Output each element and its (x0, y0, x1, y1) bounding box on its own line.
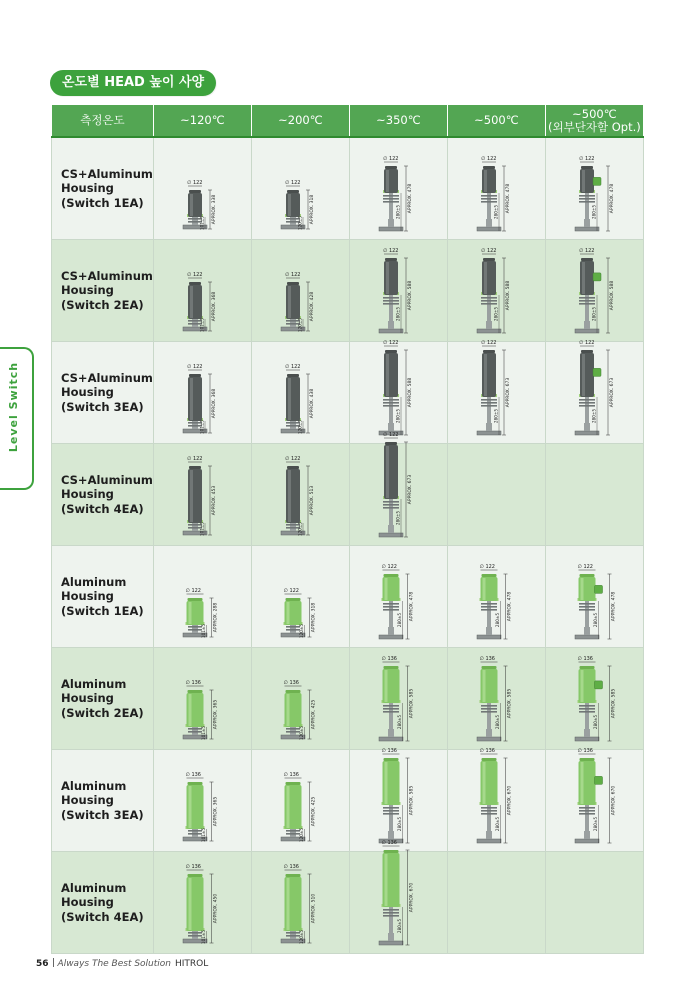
height-label: APPROX. 428 (310, 291, 316, 321)
height-label: APPROX. 478 (408, 183, 414, 213)
lower-height-label: 120±5 (297, 419, 303, 434)
spec-cell (545, 852, 643, 954)
table-row (52, 648, 644, 750)
row-label (52, 852, 154, 954)
row-label-line: Housing (61, 589, 114, 604)
switch-head-drawing (451, 339, 541, 441)
diameter-label: ∅ 136 (283, 863, 300, 870)
lower-height-label: 280±5 (493, 306, 499, 321)
header-temp-500-opt-text: ~500℃ (외부단자함 Opt.) (548, 107, 641, 134)
height-label: APPROX. 478 (610, 183, 616, 213)
spec-cell (447, 137, 545, 240)
diameter-label: ∅ 122 (285, 363, 301, 370)
diameter-label: ∅ 122 (579, 339, 595, 346)
switch-head-drawing (451, 141, 541, 237)
lower-height-label: 280±5 (591, 204, 597, 219)
spec-cell (349, 747, 447, 852)
spec-cell (545, 648, 643, 750)
height-label: APPROX. 478 (507, 591, 513, 621)
switch-head-drawing (549, 243, 639, 339)
row-label (52, 750, 154, 852)
spec-cell (153, 648, 251, 750)
switch-head-drawing (353, 651, 443, 747)
switch-head-drawing (353, 141, 443, 237)
row-label-line: (Switch 3EA) (61, 807, 144, 822)
switch-head-drawing (353, 549, 443, 645)
side-tab-label: Level Switch (7, 361, 20, 453)
row-label-line: Aluminum (61, 778, 127, 793)
height-label: APPROX. 478 (611, 591, 617, 621)
lower-height-label: 101±5 (201, 725, 207, 740)
lower-height-label: 101±5 (201, 929, 207, 944)
row-label-line: Aluminum (61, 574, 127, 589)
diameter-label: ∅ 136 (185, 863, 202, 870)
lower-height-label: 280±5 (395, 510, 401, 525)
switch-head-drawing (549, 339, 639, 441)
diameter-label: ∅ 122 (187, 271, 203, 278)
row-label-line: CS+Aluminum (61, 370, 153, 385)
lower-height-label: 280±5 (395, 408, 401, 423)
row-label-line: (Switch 1EA) (61, 195, 144, 210)
row-label-line: (Switch 4EA) (61, 909, 144, 924)
lower-height-label: 101±5 (199, 521, 205, 536)
lower-height-label: 280±5 (493, 408, 499, 423)
spec-cell (447, 546, 545, 648)
diameter-label: ∅ 136 (479, 747, 496, 754)
diameter-label: ∅ 136 (381, 655, 398, 662)
spec-cell (349, 648, 447, 750)
height-label: APPROX. 585 (611, 688, 617, 718)
diameter-label: ∅ 122 (577, 563, 594, 570)
height-label: APPROX. 670 (507, 785, 513, 815)
spec-cell (153, 444, 251, 546)
switch-head-drawing (451, 651, 541, 747)
row-label (52, 342, 154, 444)
height-label: APPROX. 318 (310, 194, 316, 224)
height-label: APPROX. 673 (610, 377, 616, 407)
row-label (52, 137, 154, 240)
height-label: APPROX. 588 (610, 280, 616, 310)
diameter-label: ∅ 122 (383, 247, 399, 254)
switch-head-drawing (255, 243, 345, 339)
diameter-label: ∅ 122 (383, 155, 399, 162)
switch-head-drawing (157, 549, 247, 645)
diameter-label: ∅ 136 (185, 679, 202, 686)
row-label-line: Housing (61, 181, 114, 196)
spec-cell (545, 747, 643, 852)
row-label-line: Housing (61, 487, 114, 502)
diameter-label: ∅ 122 (285, 455, 301, 462)
switch-head-drawing (451, 243, 541, 339)
footer-brand: HITROL (175, 959, 209, 969)
spec-cell (251, 750, 349, 852)
switch-head-drawing (157, 345, 247, 441)
switch-head-drawing (157, 447, 247, 543)
spec-cell (545, 240, 643, 342)
height-label: APPROX. 588 (506, 280, 512, 310)
row-label (52, 546, 154, 648)
switch-head-drawing (157, 243, 247, 339)
row-label-line: CS+Aluminum (61, 472, 153, 487)
height-label: APPROX. 425 (311, 796, 317, 826)
spec-cell (545, 339, 643, 444)
diameter-label: ∅ 122 (481, 339, 497, 346)
row-label-line: (Switch 3EA) (61, 399, 144, 414)
height-label: APPROX. 318 (311, 602, 317, 632)
table-row (52, 137, 644, 240)
height-label: APPROX. 365 (213, 796, 219, 826)
diameter-label: ∅ 122 (481, 247, 497, 254)
diameter-label: ∅ 122 (381, 563, 398, 570)
table-row (52, 546, 644, 648)
lower-height-label: 101±5 (199, 419, 205, 434)
table-header-row (52, 105, 644, 138)
page-footer (36, 958, 208, 969)
lower-height-label: 101±5 (199, 215, 205, 230)
footer-divider (53, 958, 54, 967)
switch-head-drawing (255, 753, 345, 849)
height-label: APPROX. 673 (408, 474, 414, 504)
spec-cell (447, 339, 545, 444)
switch-head-drawing (255, 651, 345, 747)
row-label-line: Housing (61, 385, 114, 400)
lower-height-label: 280±5 (397, 816, 403, 831)
lower-height-label: 280±5 (593, 612, 599, 627)
switch-head-drawing (157, 753, 247, 849)
spec-cell (349, 339, 447, 444)
height-label: APPROX. 338 (212, 194, 218, 224)
lower-height-label: 120±5 (299, 725, 305, 740)
table-row (52, 852, 644, 954)
switch-head-drawing (255, 549, 345, 645)
diameter-label: ∅ 122 (187, 363, 203, 370)
diameter-label: ∅ 136 (381, 747, 398, 754)
switch-head-drawing (549, 549, 639, 645)
row-label-line: Housing (61, 283, 114, 298)
height-label: APPROX. 588 (408, 280, 414, 310)
table-body (52, 137, 644, 954)
row-label-line: (Switch 1EA) (61, 603, 144, 618)
diameter-label: ∅ 122 (383, 339, 399, 346)
height-label: APPROX. 510 (311, 893, 317, 923)
row-label (52, 444, 154, 546)
diameter-label: ∅ 136 (283, 771, 300, 778)
spec-cell (349, 431, 447, 546)
row-label (52, 648, 154, 750)
diameter-label: ∅ 122 (383, 431, 399, 438)
lower-height-label: 280±5 (397, 612, 403, 627)
lower-height-label: 280±5 (397, 714, 403, 729)
height-label: APPROX. 425 (311, 699, 317, 729)
spec-cell (153, 137, 251, 240)
header-temp-500: ~500℃ (447, 105, 545, 138)
switch-head-drawing (549, 141, 639, 237)
row-label-line: Housing (61, 691, 114, 706)
height-label: APPROX. 585 (409, 688, 415, 718)
row-label (52, 240, 154, 342)
height-label: APPROX. 365 (213, 699, 219, 729)
height-label: APPROX. 673 (506, 377, 512, 407)
height-label: APPROX. 585 (409, 785, 415, 815)
lower-height-label: 120±5 (299, 827, 305, 842)
diameter-label: ∅ 122 (283, 587, 300, 594)
spec-cell (349, 839, 447, 954)
height-label: APPROX. 478 (409, 591, 415, 621)
row-label-line: (Switch 4EA) (61, 501, 144, 516)
switch-head-drawing (255, 447, 345, 543)
switch-head-drawing (157, 141, 247, 237)
lower-height-label: 120±5 (299, 623, 305, 638)
lower-height-label: 280±5 (495, 816, 501, 831)
spec-cell (251, 444, 349, 546)
spec-cell (545, 546, 643, 648)
page-number: 56 (36, 959, 49, 969)
diameter-label: ∅ 122 (285, 179, 301, 186)
diameter-label: ∅ 122 (187, 455, 203, 462)
lower-height-label: 280±5 (591, 306, 597, 321)
diameter-label: ∅ 122 (579, 247, 595, 254)
row-label-line: CS+Aluminum (61, 166, 153, 181)
spec-cell (349, 137, 447, 240)
lower-height-label: 280±5 (395, 204, 401, 219)
lower-height-label: 101±5 (201, 827, 207, 842)
row-label-line: Aluminum (61, 676, 127, 691)
header-temp-120: ~120℃ (153, 105, 251, 138)
switch-head-drawing (353, 747, 443, 849)
page-title: 온도별 HEAD 높이 사양 (50, 70, 216, 96)
height-label: APPROX. 453 (212, 485, 218, 515)
spec-cell (251, 137, 349, 240)
spec-cell (251, 648, 349, 750)
switch-head-drawing (451, 747, 541, 849)
lower-height-label: 280±5 (593, 714, 599, 729)
diameter-label: ∅ 136 (283, 679, 300, 686)
spec-cell (447, 444, 545, 546)
lower-height-label: 120±5 (297, 317, 303, 332)
diameter-label: ∅ 136 (577, 747, 594, 754)
switch-head-drawing (353, 339, 443, 441)
switch-head-drawing (549, 747, 639, 849)
lower-height-label: 280±5 (395, 306, 401, 321)
table-row (52, 342, 644, 444)
header-measure-temp: 측정온도 (52, 105, 154, 138)
spec-cell (447, 648, 545, 750)
lower-height-label: 280±5 (495, 714, 501, 729)
switch-head-drawing (549, 651, 639, 747)
switch-head-drawing (255, 345, 345, 441)
height-label: APPROX. 368 (212, 388, 218, 418)
lower-height-label: 280±5 (591, 408, 597, 423)
spec-cell (153, 750, 251, 852)
lower-height-label: 280±5 (593, 816, 599, 831)
spec-cell (153, 342, 251, 444)
lower-height-label: 120±5 (299, 929, 305, 944)
table-row (52, 444, 644, 546)
switch-head-drawing (255, 855, 345, 951)
spec-cell (251, 852, 349, 954)
switch-head-drawing (353, 243, 443, 339)
height-label: APPROX. 288 (213, 602, 219, 632)
lower-height-label: 120±5 (297, 521, 303, 536)
height-label: APPROX. 670 (611, 785, 617, 815)
row-label-line: Housing (61, 793, 114, 808)
height-label: APPROX. 478 (506, 183, 512, 213)
height-label: APPROX. 513 (310, 485, 316, 515)
row-label-line: (Switch 2EA) (61, 297, 144, 312)
switch-head-drawing (255, 141, 345, 237)
spec-cell (349, 240, 447, 342)
diameter-label: ∅ 136 (577, 655, 594, 662)
spec-cell (251, 546, 349, 648)
row-label-line: Aluminum (61, 880, 127, 895)
row-label-line: (Switch 2EA) (61, 705, 144, 720)
height-label: APPROX. 450 (213, 893, 219, 923)
height-label: APPROX. 585 (507, 688, 513, 718)
spec-cell (447, 852, 545, 954)
switch-head-drawing (353, 839, 443, 951)
spec-cell (447, 747, 545, 852)
header-temp-200: ~200℃ (251, 105, 349, 138)
spec-cell (251, 240, 349, 342)
row-label-line: Housing (61, 895, 114, 910)
spec-cell (447, 240, 545, 342)
diameter-label: ∅ 122 (481, 155, 497, 162)
spec-cell (153, 240, 251, 342)
height-label: APPROX. 670 (409, 882, 415, 912)
header-temp-350: ~350℃ (349, 105, 447, 138)
diameter-label: ∅ 122 (187, 179, 203, 186)
spec-cell (153, 546, 251, 648)
table-row (52, 240, 644, 342)
lower-height-label: 280±5 (493, 204, 499, 219)
switch-head-drawing (157, 855, 247, 951)
diameter-label: ∅ 136 (185, 771, 202, 778)
lower-height-label: 101±5 (201, 623, 207, 638)
row-label-line: CS+Aluminum (61, 268, 153, 283)
footer-slogan: Always The Best Solution (57, 959, 171, 969)
diameter-label: ∅ 136 (479, 655, 496, 662)
switch-head-drawing (451, 549, 541, 645)
spec-cell (545, 444, 643, 546)
diameter-label: ∅ 122 (285, 271, 301, 278)
lower-height-label: 280±5 (397, 918, 403, 933)
lower-height-label: 101±5 (199, 317, 205, 332)
height-label: APPROX. 588 (408, 377, 414, 407)
diameter-label: ∅ 122 (185, 587, 202, 594)
spec-cell (349, 546, 447, 648)
spec-cell (153, 852, 251, 954)
spec-cell (545, 137, 643, 240)
head-height-spec-table (51, 104, 644, 954)
lower-height-label: 280±5 (495, 612, 501, 627)
lower-height-label: 120±5 (297, 215, 303, 230)
header-temp-500-opt (545, 105, 643, 138)
switch-head-drawing (353, 431, 443, 543)
switch-head-drawing (157, 651, 247, 747)
diameter-label: ∅ 122 (579, 155, 595, 162)
diameter-label: ∅ 122 (479, 563, 496, 570)
height-label: APPROX. 438 (310, 388, 316, 418)
spec-cell (251, 342, 349, 444)
height-label: APPROX. 368 (212, 291, 218, 321)
table-row (52, 750, 644, 852)
diameter-label: ∅ 136 (381, 839, 398, 846)
